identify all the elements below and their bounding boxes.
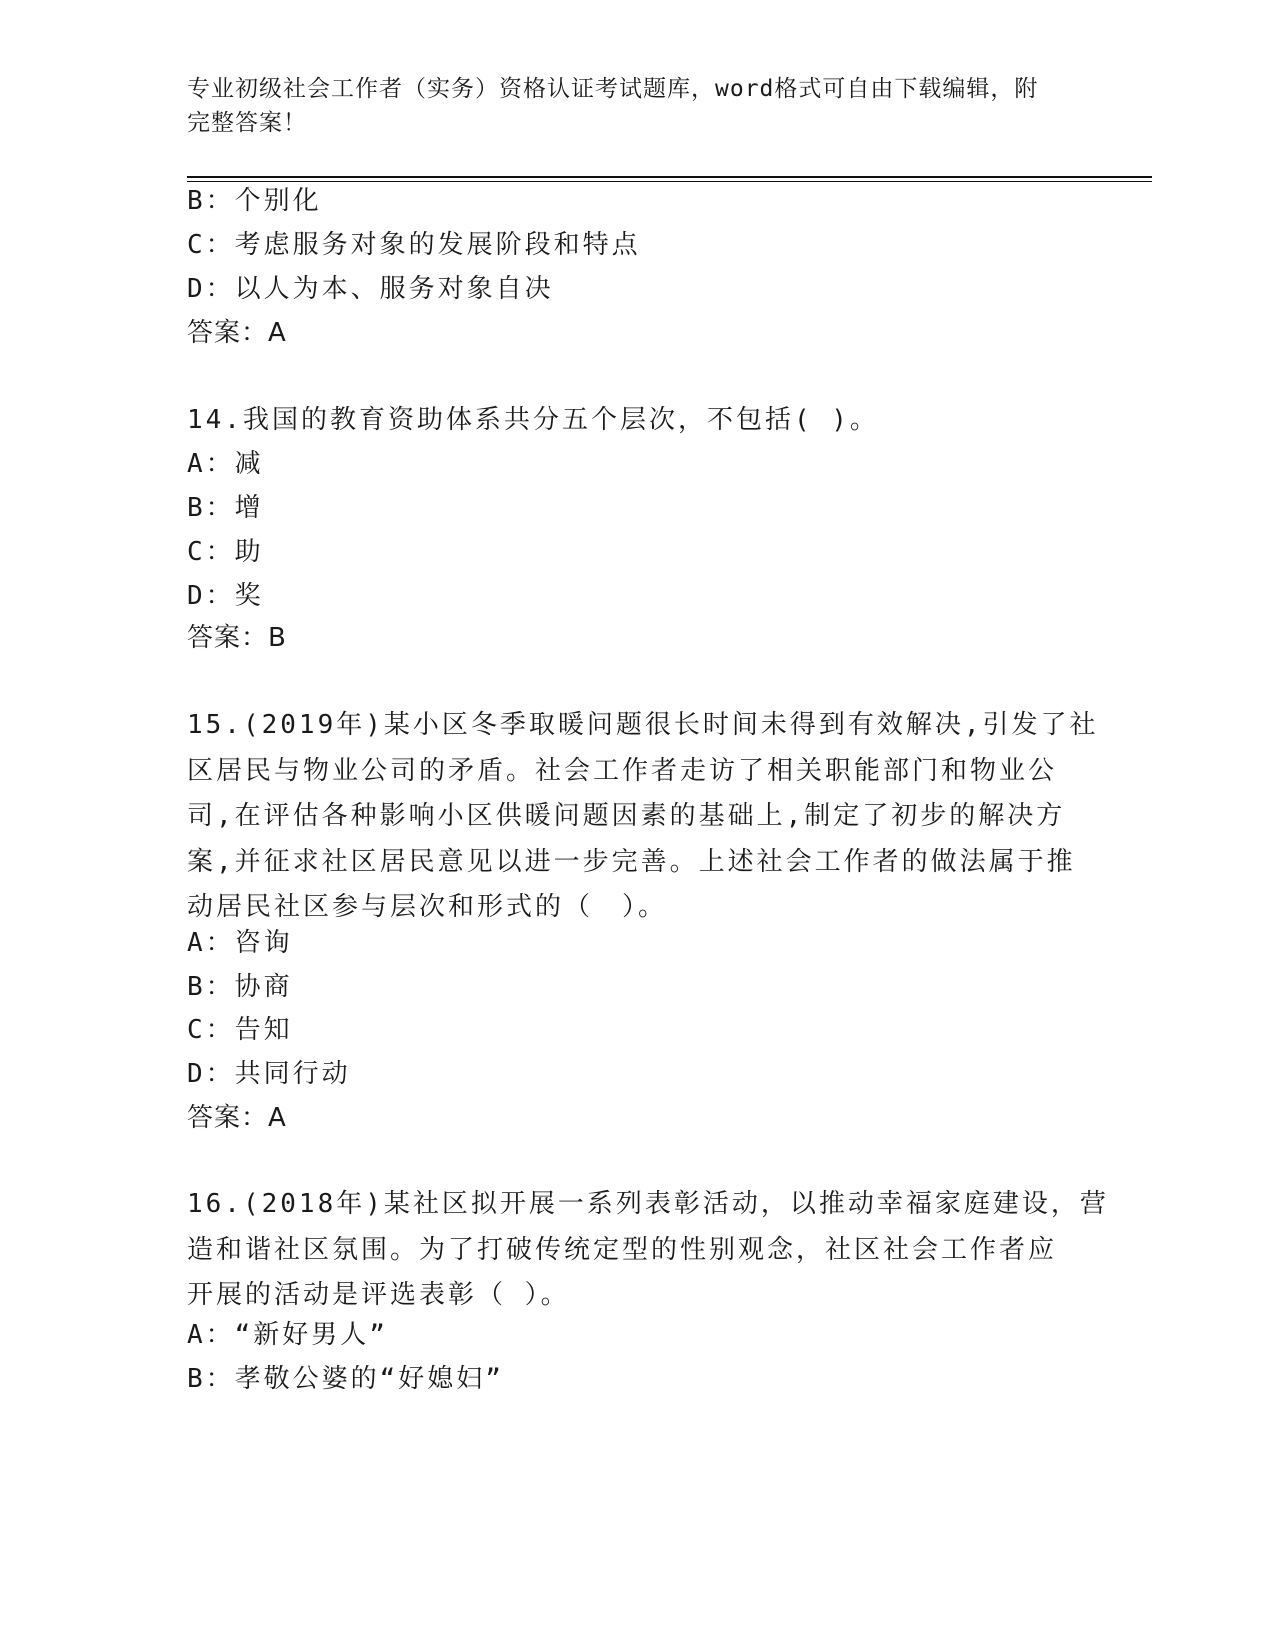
q16-stem-line: 造和谐社区氛围。为了打破传统定型的性别观念，社区社会工作者应 bbox=[187, 1234, 1058, 1265]
q13-option-d bbox=[187, 274, 554, 304]
q15-option-a bbox=[187, 928, 293, 958]
option-letter: A： bbox=[187, 449, 235, 479]
option-text: 助 bbox=[234, 537, 264, 567]
option-text: 告知 bbox=[234, 1015, 293, 1045]
option-letter: B： bbox=[187, 972, 235, 1002]
q16-option-a bbox=[187, 1320, 388, 1350]
option-letter: C： bbox=[187, 537, 235, 567]
option-letter: C： bbox=[187, 230, 235, 260]
option-text: 协商 bbox=[234, 972, 293, 1002]
q15-answer: 答案：A bbox=[187, 1103, 287, 1133]
option-letter: D： bbox=[187, 274, 235, 304]
q16-stem bbox=[187, 1182, 1109, 1319]
option-text: 共同行动 bbox=[234, 1059, 351, 1089]
option-letter: D： bbox=[187, 1059, 235, 1089]
option-letter: D： bbox=[187, 581, 235, 611]
option-letter: A： bbox=[187, 1320, 235, 1350]
q14-option-c bbox=[187, 537, 264, 567]
q16-stem-line: 开展的活动是评选表彰（ ）。 bbox=[187, 1280, 570, 1310]
header-divider-thick bbox=[187, 176, 1152, 178]
q15-option-d bbox=[187, 1059, 351, 1089]
option-letter: A： bbox=[187, 928, 235, 958]
option-letter: C： bbox=[187, 1015, 235, 1045]
q15-option-c bbox=[187, 1015, 293, 1045]
option-text: 考虑服务对象的发展阶段和特点 bbox=[234, 230, 641, 260]
option-letter: B： bbox=[187, 186, 235, 216]
q14-option-d bbox=[187, 581, 264, 611]
document-header bbox=[187, 72, 1067, 140]
q15-stem-line: 15.(2019年)某小区冬季取暖问题很长时间未得到有效解决,引发了社 bbox=[187, 710, 1099, 740]
q13-option-c bbox=[187, 230, 641, 260]
option-text: 咨询 bbox=[234, 928, 293, 958]
option-text: 以人为本、服务对象自决 bbox=[234, 274, 554, 304]
q15-stem-line: 案,并征求社区居民意见以进一步完善。上述社会工作者的做法属于推 bbox=[187, 846, 1076, 877]
q14-option-b bbox=[187, 493, 264, 523]
header-line-1: 专业初级社会工作者（实务）资格认证考试题库，word格式可自由下载编辑，附 bbox=[187, 76, 1039, 102]
option-letter: B： bbox=[187, 1364, 235, 1394]
option-text: 孝敬公婆的“好媳妇” bbox=[234, 1364, 504, 1394]
option-letter: B： bbox=[187, 493, 235, 523]
q16-option-b bbox=[187, 1364, 504, 1394]
option-text: 减 bbox=[234, 449, 264, 479]
q15-stem-line: 动居民社区参与层次和形式的（ ）。 bbox=[187, 892, 668, 922]
header-line-2: 完整答案！ bbox=[187, 110, 307, 136]
option-text: “新好男人” bbox=[234, 1320, 388, 1350]
option-text: 个别化 bbox=[234, 186, 322, 216]
option-text: 增 bbox=[234, 493, 264, 523]
q15-option-b bbox=[187, 972, 293, 1002]
option-text: 奖 bbox=[234, 581, 264, 611]
q13-answer: 答案：A bbox=[187, 318, 287, 348]
q13-option-b bbox=[187, 186, 322, 216]
q14-stem: 14.我国的教育资助体系共分五个层次，不包括( )。 bbox=[187, 405, 879, 435]
header-divider-thin bbox=[187, 181, 1152, 182]
q15-stem-line: 区居民与物业公司的矛盾。社会工作者走访了相关职能部门和物业公 bbox=[187, 755, 1058, 786]
q16-stem-line: 16.(2018年)某社区拟开展一系列表彰活动，以推动幸福家庭建设，营 bbox=[187, 1189, 1109, 1219]
q15-stem-line: 司,在评估各种影响小区供暖问题因素的基础上,制定了初步的解决方 bbox=[187, 801, 1066, 831]
q14-answer: 答案：B bbox=[187, 623, 287, 653]
q15-stem bbox=[187, 703, 1099, 931]
q14-option-a bbox=[187, 449, 264, 479]
